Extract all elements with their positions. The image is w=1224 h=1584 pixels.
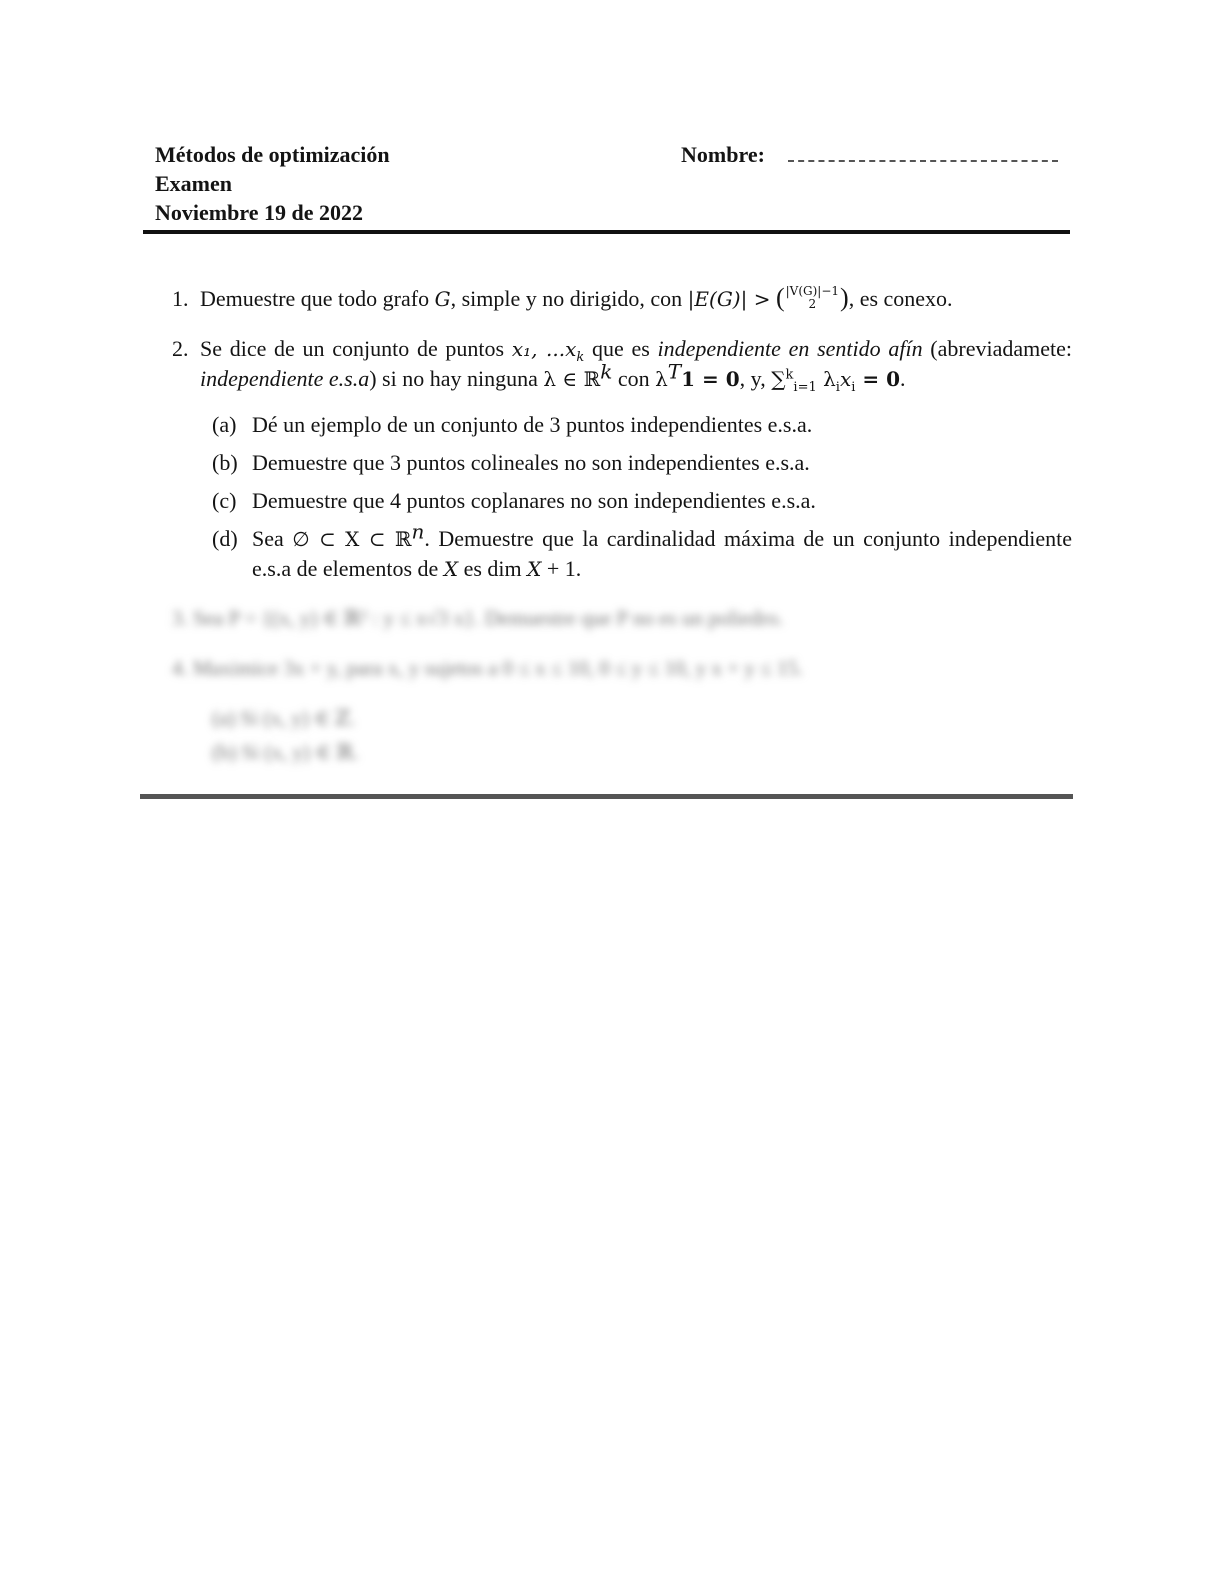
name-blank-line [788,160,1058,162]
footer-rule [140,794,1073,799]
question-4b-blurred: (b) Si (x, y) ∈ ℝ. [212,740,359,764]
questions [172,284,1072,604]
exam-type: Examen [155,171,232,196]
course-title: Métodos de optimización [155,142,390,167]
binomial: ( |V(G)|−1 2 ) [775,283,849,312]
question-4a-blurred: (a) Si (x, y) ∈ ℤ. [212,706,356,730]
question-1-text: Demuestre que todo grafo G, simple y no dirigido, con |E(G)| > ( |V(G)|−1 2 ) , es conexo. [200,283,953,312]
question-2-parts [212,410,1072,584]
part-d: (d) Sea ∅ ⊂ X ⊂ ℝ$^n$. Demuestre que la cardinalidad máxima de un conjunto independiente e.s.a de elementos de X es dim X + 1. [212,519,1072,581]
part-a: (a) Dé un ejemplo de un conjunto de 3 puntos independientes e.s.a. [212,412,813,437]
question-number: 2. [172,336,189,361]
exam-date: Noviembre 19 de 2022 [155,200,363,225]
part-b: (b) Demuestre que 3 puntos colineales no son independientes e.s.a. [212,450,810,475]
question-2-text: Se dice de un conjunto de puntos x₁, $...x_k$ que es independiente en sentido afín (abreviadamete: independiente e.s.a) si no hay ninguna λ ∈ ℝ$^k$ con $\lambda^T1 = 0$, y, ∑$^k_{i=1}$ $\lambda_ix_i = 0$. [200,336,1072,395]
part-c: (c) Demuestre que 4 puntos coplanares no son independientes e.s.a. [212,488,816,513]
question-2 [172,334,1072,584]
question-number: 1. [172,286,189,311]
question-1 [172,284,1072,314]
question-4-blurred: 4. Maximice 3x + y, para x, y sujetos a 0 ≤ x ≤ 10, 0 ≤ y ≤ 10, y x + y ≤ 15. [172,656,804,680]
exam-header-left [155,140,390,227]
blurred-questions [172,604,1072,772]
question-3-blurred: 3. Sea P = {(x, y) ∈ ℝ² : y ≤ x√3 x}. Demuestre que P no es un poliedro. [172,606,784,630]
name-label: Nombre: [681,142,765,167]
header-rule [143,230,1070,234]
